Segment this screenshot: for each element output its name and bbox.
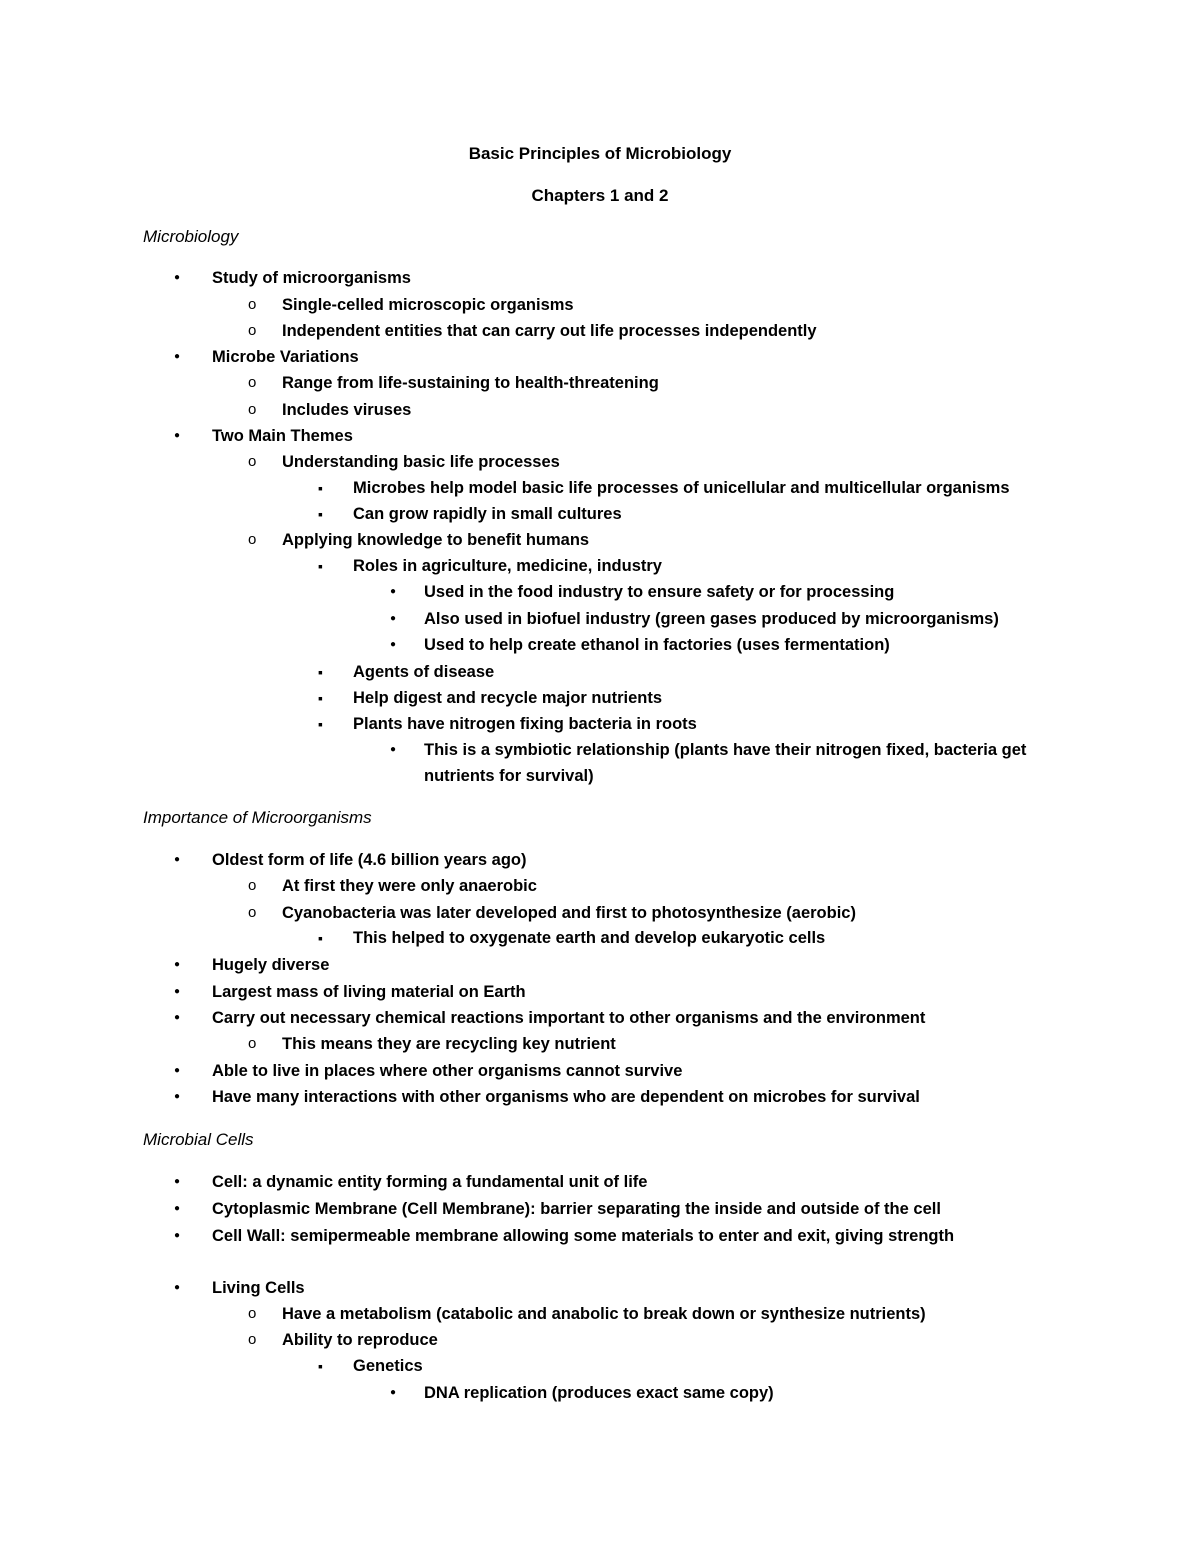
list-item: Hugely diverse [212, 956, 330, 974]
list-item: Ability to reproduce [282, 1331, 438, 1349]
square-bullet-icon [318, 928, 323, 949]
list-item: Roles in agriculture, medicine, industry [353, 557, 662, 575]
list-item: Understanding basic life processes [282, 453, 560, 471]
circle-bullet-icon [248, 876, 256, 896]
list-item: Microbes help model basic life processes of unicellular and multicellular organisms [353, 479, 1010, 497]
circle-bullet-icon [248, 321, 256, 341]
list-item: Used to help create ethanol in factories (uses fermentation) [424, 636, 890, 654]
dot-bullet-icon [390, 582, 396, 604]
list-item: Genetics [353, 1357, 423, 1375]
square-bullet-icon [318, 556, 323, 577]
square-bullet-icon [318, 714, 323, 735]
section-heading: Microbial Cells [143, 1130, 254, 1149]
circle-bullet-icon [248, 373, 256, 393]
document-subtitle: Chapters 1 and 2 [531, 186, 669, 205]
square-bullet-icon [318, 1356, 323, 1377]
dot-bullet-icon [174, 1278, 180, 1300]
dot-bullet-icon [174, 1008, 180, 1030]
list-item: Microbe Variations [212, 348, 359, 366]
circle-bullet-icon [248, 903, 256, 923]
circle-bullet-icon [248, 530, 256, 550]
circle-bullet-icon [248, 452, 256, 472]
list-item: Applying knowledge to benefit humans [282, 531, 590, 549]
list-item: Range from life-sustaining to health-threatening [282, 374, 659, 392]
list-item: Independent entities that can carry out life processes independently [282, 322, 817, 340]
list-item: Plants have nitrogen fixing bacteria in roots [353, 715, 697, 733]
list-item: Living Cells [212, 1279, 305, 1297]
list-item: nutrients for survival) [424, 767, 594, 785]
section-heading: Microbiology [143, 227, 239, 246]
dot-bullet-icon [390, 609, 396, 631]
list-item: Help digest and recycle major nutrients [353, 689, 663, 707]
document-title: Basic Principles of Microbiology [468, 144, 732, 163]
section-heading: Importance of Microorganisms [143, 808, 372, 827]
list-item: Also used in biofuel industry (green gases produced by microorganisms) [424, 610, 999, 628]
list-item: Able to live in places where other organisms cannot survive [212, 1062, 683, 1080]
circle-bullet-icon [248, 1330, 256, 1350]
list-item: Have many interactions with other organisms who are dependent on microbes for survival [212, 1088, 920, 1106]
list-item: This helped to oxygenate earth and develop eukaryotic cells [353, 929, 826, 947]
dot-bullet-icon [174, 1061, 180, 1083]
dot-bullet-icon [174, 268, 180, 290]
list-item: Can grow rapidly in small cultures [353, 505, 622, 523]
dot-bullet-icon [174, 982, 180, 1004]
dot-bullet-icon [174, 1199, 180, 1221]
dot-bullet-icon [390, 635, 396, 657]
dot-bullet-icon [174, 850, 180, 872]
list-item: Cytoplasmic Membrane (Cell Membrane): barrier separating the inside and outside of the cell [212, 1200, 941, 1218]
list-item: Largest mass of living material on Earth [212, 983, 526, 1001]
list-item: Study of microorganisms [212, 269, 411, 287]
list-item: At first they were only anaerobic [282, 877, 537, 895]
list-item: Carry out necessary chemical reactions important to other organisms and the environment [212, 1009, 926, 1027]
dot-bullet-icon [174, 1172, 180, 1194]
list-item: Have a metabolism (catabolic and anabolic to break down or synthesize nutrients) [282, 1305, 926, 1323]
square-bullet-icon [318, 504, 323, 525]
list-item: Cell: a dynamic entity forming a fundamental unit of life [212, 1173, 648, 1191]
list-item: Single-celled microscopic organisms [282, 296, 574, 314]
dot-bullet-icon [174, 1226, 180, 1248]
dot-bullet-icon [174, 347, 180, 369]
list-item: Two Main Themes [212, 427, 353, 445]
dot-bullet-icon [174, 426, 180, 448]
circle-bullet-icon [248, 400, 256, 420]
list-item: DNA replication (produces exact same copy) [424, 1384, 774, 1402]
list-item: Agents of disease [353, 663, 495, 681]
square-bullet-icon [318, 688, 323, 709]
list-item: Cyanobacteria was later developed and first to photosynthesize (aerobic) [282, 904, 856, 922]
list-item: Includes viruses [282, 401, 412, 419]
circle-bullet-icon [248, 295, 256, 315]
circle-bullet-icon [248, 1304, 256, 1324]
dot-bullet-icon [174, 1087, 180, 1109]
list-item: Used in the food industry to ensure safety or for processing [424, 583, 895, 601]
list-item: Cell Wall: semipermeable membrane allowing some materials to enter and exit, giving strength [212, 1227, 955, 1245]
dot-bullet-icon [390, 1383, 396, 1405]
dot-bullet-icon [174, 955, 180, 977]
list-item: This is a symbiotic relationship (plants have their nitrogen fixed, bacteria get [424, 741, 1027, 759]
square-bullet-icon [318, 662, 323, 683]
dot-bullet-icon [390, 740, 396, 762]
square-bullet-icon [318, 478, 323, 499]
circle-bullet-icon [248, 1034, 256, 1054]
list-item: This means they are recycling key nutrient [282, 1035, 616, 1053]
list-item: Oldest form of life (4.6 billion years ago) [212, 851, 527, 869]
